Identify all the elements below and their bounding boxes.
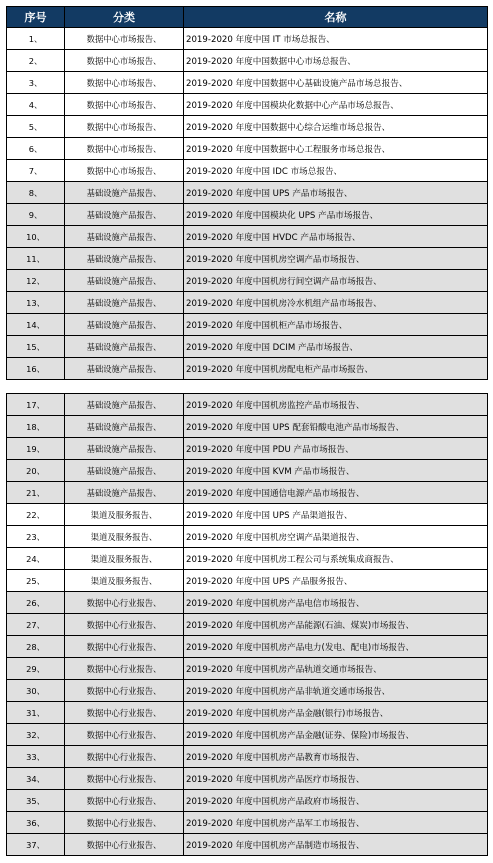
row-name: 2019-2020 年度中国 PDU 产品市场报告、 <box>184 438 488 460</box>
table-row <box>7 204 488 226</box>
table-row <box>7 658 488 680</box>
row-category: 数据中心市场报告、 <box>65 116 184 138</box>
table-row <box>7 504 488 526</box>
row-name: 2019-2020 年度中国机房产品轨道交通市场报告、 <box>184 658 488 680</box>
row-category: 数据中心行业报告、 <box>65 812 184 834</box>
row-category: 数据中心行业报告、 <box>65 724 184 746</box>
row-category: 数据中心行业报告、 <box>65 790 184 812</box>
row-name: 2019-2020 年度中国数据中心市场总报告、 <box>184 50 488 72</box>
table-row <box>7 724 488 746</box>
row-category: 数据中心行业报告、 <box>65 680 184 702</box>
row-category: 数据中心市场报告、 <box>65 28 184 50</box>
row-index: 30、 <box>7 680 65 702</box>
table-row <box>7 526 488 548</box>
row-index: 37、 <box>7 834 65 856</box>
row-index: 20、 <box>7 460 65 482</box>
table-row <box>7 270 488 292</box>
row-name: 2019-2020 年度中国机房配电柜产品市场报告、 <box>184 358 488 380</box>
table-row <box>7 248 488 270</box>
row-category: 数据中心市场报告、 <box>65 160 184 182</box>
table-row <box>7 416 488 438</box>
table-row <box>7 226 488 248</box>
row-category: 基础设施产品报告、 <box>65 416 184 438</box>
row-index: 25、 <box>7 570 65 592</box>
table-row <box>7 592 488 614</box>
row-category: 数据中心市场报告、 <box>65 50 184 72</box>
row-index: 32、 <box>7 724 65 746</box>
row-name: 2019-2020 年度中国 HVDC 产品市场报告、 <box>184 226 488 248</box>
row-category: 数据中心行业报告、 <box>65 746 184 768</box>
row-name: 2019-2020 年度中国 IT 市场总报告、 <box>184 28 488 50</box>
table-row <box>7 746 488 768</box>
row-index: 6、 <box>7 138 65 160</box>
row-category: 基础设施产品报告、 <box>65 248 184 270</box>
row-category: 数据中心行业报告、 <box>65 614 184 636</box>
row-index: 9、 <box>7 204 65 226</box>
row-category: 渠道及服务报告、 <box>65 504 184 526</box>
row-index: 28、 <box>7 636 65 658</box>
table-row <box>7 50 488 72</box>
row-index: 17、 <box>7 394 65 416</box>
row-category: 数据中心行业报告、 <box>65 592 184 614</box>
row-name: 2019-2020 年度中国机房行间空调产品市场报告、 <box>184 270 488 292</box>
row-name: 2019-2020 年度中国 UPS 产品渠道报告、 <box>184 504 488 526</box>
table-row <box>7 292 488 314</box>
table-header-row <box>7 7 488 28</box>
row-category: 数据中心市场报告、 <box>65 138 184 160</box>
row-name: 2019-2020 年度中国数据中心工程服务市场总报告、 <box>184 138 488 160</box>
table-row <box>7 160 488 182</box>
row-category: 数据中心市场报告、 <box>65 72 184 94</box>
header-index: 序号 <box>7 7 65 28</box>
row-name: 2019-2020 年度中国 DCIM 产品市场报告、 <box>184 336 488 358</box>
row-index: 13、 <box>7 292 65 314</box>
table-row <box>7 116 488 138</box>
table-row <box>7 680 488 702</box>
row-category: 数据中心行业报告、 <box>65 636 184 658</box>
row-category: 基础设施产品报告、 <box>65 292 184 314</box>
row-category: 基础设施产品报告、 <box>65 204 184 226</box>
table-row <box>7 94 488 116</box>
row-name: 2019-2020 年度中国机房产品医疗市场报告、 <box>184 768 488 790</box>
row-index: 1、 <box>7 28 65 50</box>
row-index: 31、 <box>7 702 65 724</box>
row-index: 2、 <box>7 50 65 72</box>
row-index: 34、 <box>7 768 65 790</box>
row-name: 2019-2020 年度中国机房冷水机组产品市场报告、 <box>184 292 488 314</box>
table-row <box>7 314 488 336</box>
table-row <box>7 812 488 834</box>
row-category: 基础设施产品报告、 <box>65 314 184 336</box>
row-category: 基础设施产品报告、 <box>65 182 184 204</box>
table-row <box>7 636 488 658</box>
row-category: 基础设施产品报告、 <box>65 358 184 380</box>
row-name: 2019-2020 年度中国机房产品教育市场报告、 <box>184 746 488 768</box>
row-index: 23、 <box>7 526 65 548</box>
row-name: 2019-2020 年度中国机房产品能源(石油、煤炭)市场报告、 <box>184 614 488 636</box>
row-index: 18、 <box>7 416 65 438</box>
table-row <box>7 460 488 482</box>
row-category: 基础设施产品报告、 <box>65 438 184 460</box>
row-index: 8、 <box>7 182 65 204</box>
row-name: 2019-2020 年度中国机房产品军工市场报告、 <box>184 812 488 834</box>
row-name: 2019-2020 年度中国机房产品制造市场报告、 <box>184 834 488 856</box>
row-name: 2019-2020 年度中国机房空调产品渠道报告、 <box>184 526 488 548</box>
row-index: 15、 <box>7 336 65 358</box>
row-name: 2019-2020 年度中国通信电源产品市场报告、 <box>184 482 488 504</box>
report-table-top <box>6 6 488 380</box>
row-index: 12、 <box>7 270 65 292</box>
row-name: 2019-2020 年度中国 KVM 产品市场报告、 <box>184 460 488 482</box>
row-name: 2019-2020 年度中国机房产品电信市场报告、 <box>184 592 488 614</box>
header-category: 分类 <box>65 7 184 28</box>
row-category: 基础设施产品报告、 <box>65 270 184 292</box>
row-name: 2019-2020 年度中国 UPS 配套铅酸电池产品市场报告、 <box>184 416 488 438</box>
row-name: 2019-2020 年度中国机房空调产品市场报告、 <box>184 248 488 270</box>
row-category: 数据中心行业报告、 <box>65 658 184 680</box>
row-name: 2019-2020 年度中国模块化 UPS 产品市场报告、 <box>184 204 488 226</box>
row-category: 数据中心市场报告、 <box>65 94 184 116</box>
row-index: 21、 <box>7 482 65 504</box>
row-index: 19、 <box>7 438 65 460</box>
row-name: 2019-2020 年度中国机房产品政府市场报告、 <box>184 790 488 812</box>
table-row <box>7 548 488 570</box>
row-name: 2019-2020 年度中国 UPS 产品市场报告、 <box>184 182 488 204</box>
table-row <box>7 72 488 94</box>
table-row <box>7 394 488 416</box>
table-row <box>7 28 488 50</box>
row-category: 渠道及服务报告、 <box>65 526 184 548</box>
row-name: 2019-2020 年度中国数据中心综合运维市场总报告、 <box>184 116 488 138</box>
row-category: 基础设施产品报告、 <box>65 394 184 416</box>
row-index: 7、 <box>7 160 65 182</box>
row-index: 29、 <box>7 658 65 680</box>
row-name: 2019-2020 年度中国 IDC 市场总报告、 <box>184 160 488 182</box>
row-name: 2019-2020 年度中国模块化数据中心产品市场总报告、 <box>184 94 488 116</box>
table-row <box>7 570 488 592</box>
row-name: 2019-2020 年度中国 UPS 产品服务报告、 <box>184 570 488 592</box>
table-row <box>7 358 488 380</box>
row-index: 14、 <box>7 314 65 336</box>
row-category: 渠道及服务报告、 <box>65 548 184 570</box>
row-index: 26、 <box>7 592 65 614</box>
row-index: 35、 <box>7 790 65 812</box>
row-index: 16、 <box>7 358 65 380</box>
row-name: 2019-2020 年度中国机柜产品市场报告、 <box>184 314 488 336</box>
row-category: 基础设施产品报告、 <box>65 460 184 482</box>
row-category: 数据中心行业报告、 <box>65 768 184 790</box>
row-name: 2019-2020 年度中国机房产品电力(发电、配电)市场报告、 <box>184 636 488 658</box>
row-name: 2019-2020 年度中国机房监控产品市场报告、 <box>184 394 488 416</box>
row-index: 5、 <box>7 116 65 138</box>
row-index: 27、 <box>7 614 65 636</box>
row-index: 11、 <box>7 248 65 270</box>
row-category: 渠道及服务报告、 <box>65 570 184 592</box>
table-row <box>7 438 488 460</box>
row-index: 10、 <box>7 226 65 248</box>
table-row <box>7 482 488 504</box>
table-row <box>7 182 488 204</box>
row-name: 2019-2020 年度中国数据中心基础设施产品市场总报告、 <box>184 72 488 94</box>
table-row <box>7 702 488 724</box>
row-category: 数据中心行业报告、 <box>65 834 184 856</box>
row-name: 2019-2020 年度中国机房产品金融(银行)市场报告、 <box>184 702 488 724</box>
header-name: 名称 <box>184 7 488 28</box>
row-index: 3、 <box>7 72 65 94</box>
row-category: 基础设施产品报告、 <box>65 482 184 504</box>
table-row <box>7 336 488 358</box>
table-row <box>7 138 488 160</box>
table-row <box>7 768 488 790</box>
row-index: 36、 <box>7 812 65 834</box>
row-name: 2019-2020 年度中国机房工程公司与系统集成商报告、 <box>184 548 488 570</box>
row-index: 24、 <box>7 548 65 570</box>
row-index: 22、 <box>7 504 65 526</box>
table-row <box>7 614 488 636</box>
table-row <box>7 790 488 812</box>
row-index: 4、 <box>7 94 65 116</box>
table-row <box>7 834 488 856</box>
report-table-bottom <box>6 393 488 856</box>
row-category: 数据中心行业报告、 <box>65 702 184 724</box>
row-category: 基础设施产品报告、 <box>65 336 184 358</box>
row-category: 基础设施产品报告、 <box>65 226 184 248</box>
row-index: 33、 <box>7 746 65 768</box>
row-name: 2019-2020 年度中国机房产品金融(证券、保险)市场报告、 <box>184 724 488 746</box>
row-name: 2019-2020 年度中国机房产品非轨道交通市场报告、 <box>184 680 488 702</box>
